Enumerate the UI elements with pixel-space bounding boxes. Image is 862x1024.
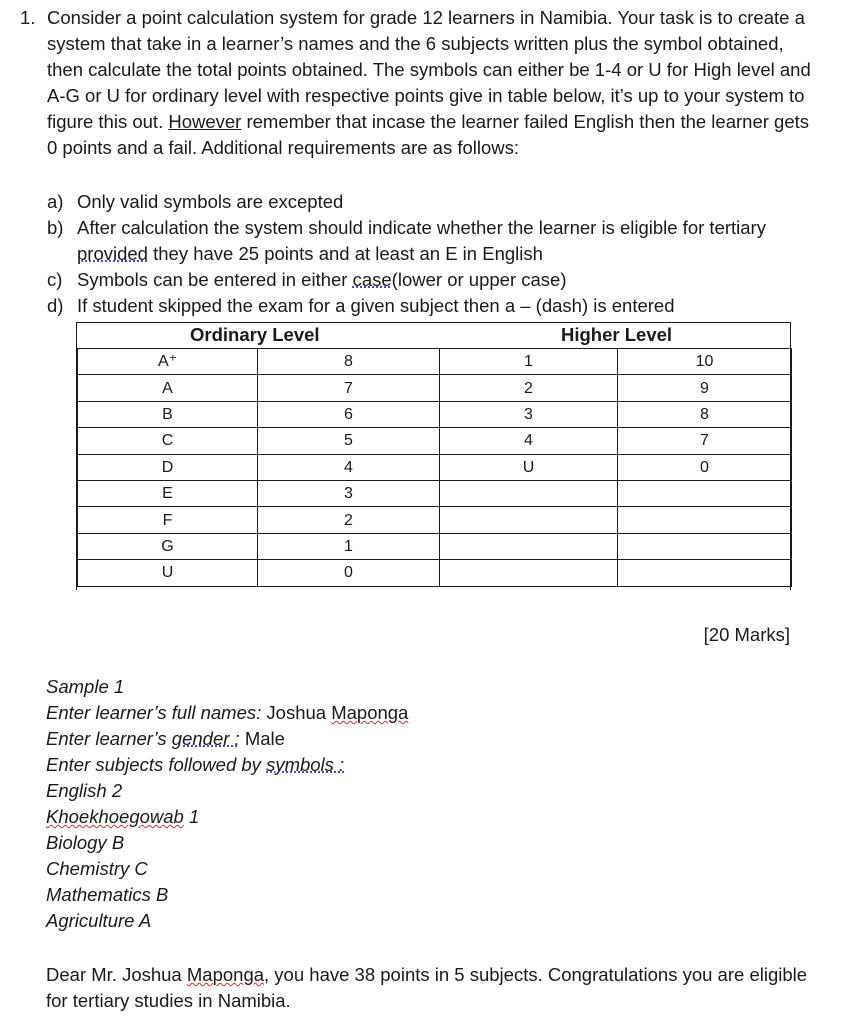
requirement-text [77,267,817,293]
gender-prompt: Enter learner’s [46,728,172,749]
higher-points-cell: 7 [618,428,792,454]
subject-line [46,830,826,856]
ordinary-symbol-cell: E [78,480,258,506]
requirement-text-part: they have 25 points and at least an E in English [147,243,543,264]
subject-name: English [46,780,107,801]
ordinary-points-cell: 2 [258,507,440,533]
ordinary-symbol-cell: A⁺ [78,349,258,375]
higher-points-cell: 9 [618,375,792,401]
marks-label: [20 Marks] [703,624,790,645]
higher-points-cell [618,507,792,533]
ordinary-symbol-cell: C [78,428,258,454]
subjects-prompt-underlined: symbols : [266,754,345,775]
higher-symbol-cell: 4 [440,428,618,454]
subject-line [46,882,826,908]
subjects-prompt: Enter subjects followed by [46,754,267,775]
higher-symbol-cell: 2 [440,375,618,401]
question-number: 1. [20,7,36,28]
subject-name: Khoekhoegowab [46,806,184,827]
result-part-b: , you have 38 points in 5 subjects. Congratulations you are eligible for tertiary studies in Namibia. [46,964,808,1011]
table-row [78,533,792,559]
sample-title: Sample 1 [46,676,125,697]
subject-symbol: 1 [188,806,200,827]
table-row [78,507,792,533]
higher-level-header: Higher Level [561,324,673,345]
table-row [78,428,792,454]
requirement-text: If student skipped the exam for a given subject then a – (dash) is entered [77,295,675,316]
ordinary-symbol-cell: F [78,507,258,533]
result-name: Maponga [186,964,265,985]
points-table [77,348,792,587]
ordinary-symbol-cell: U [78,560,258,586]
subject-symbol: C [134,858,148,879]
table-row [78,560,792,586]
higher-symbol-cell [440,507,618,533]
result-message [46,962,816,1014]
higher-symbol-cell: 1 [440,349,618,375]
ordinary-points-cell: 5 [258,428,440,454]
table-row [78,349,792,375]
requirement-label: b) [47,217,64,238]
result-part-a: Dear Mr. Joshua [46,964,187,985]
subject-name: Chemistry [46,858,130,879]
points-table-body [78,349,792,587]
names-prompt: Enter learner’s full names: [46,702,267,723]
subject-symbol: A [138,910,152,931]
ordinary-symbol-cell: B [78,401,258,427]
names-last: Maponga [331,702,409,723]
higher-symbol-cell: U [440,454,618,480]
higher-points-cell: 0 [618,454,792,480]
sample-subjects-line [46,752,826,778]
table-row [78,480,792,506]
gender-value: Male [239,728,285,749]
subject-name: Mathematics [46,884,151,905]
ordinary-level-header: Ordinary Level [190,324,320,345]
table-row [78,375,792,401]
question-intro [47,5,817,161]
higher-symbol-cell [440,560,618,586]
requirement-label: c) [47,269,63,290]
ordinary-points-cell: 7 [258,375,440,401]
names-first: Joshua [266,702,332,723]
ordinary-points-cell: 6 [258,401,440,427]
ordinary-symbol-cell: A [78,375,258,401]
intro-however: However [168,111,242,132]
subject-symbol: B [111,832,125,853]
ordinary-points-cell: 4 [258,454,440,480]
subject-symbol: B [156,884,169,905]
requirement-text [77,215,817,267]
subject-name: Agriculture [46,910,135,931]
higher-points-cell: 10 [618,349,792,375]
requirement-label: a) [47,191,64,212]
higher-symbol-cell: 3 [440,401,618,427]
subject-line [46,908,826,934]
higher-symbol-cell [440,533,618,559]
subject-name: Biology [46,832,107,853]
ordinary-symbol-cell: G [78,533,258,559]
table-row [78,401,792,427]
subject-line [46,778,826,804]
subject-line [46,804,826,830]
sample-names-line [46,700,826,726]
requirement-text-part: lower or upper case) [397,269,567,290]
higher-points-cell [618,480,792,506]
requirement-underlined-word: case( [352,269,398,290]
requirement-text-part: After calculation the system should indicate whether the learner is eligible for tertiary [77,217,766,238]
ordinary-symbol-cell: D [78,454,258,480]
sample-block [46,674,826,934]
ordinary-points-cell: 3 [258,480,440,506]
requirement-text-part: Symbols can be entered in either [77,269,353,290]
ordinary-points-cell: 0 [258,560,440,586]
requirement-label: d) [47,295,64,316]
gender-prompt-underlined: gender : [171,728,240,749]
subject-symbol: 2 [111,780,123,801]
intro-part-a: Consider a point calculation system for grade 12 learners in Namibia. Your task is to create a system that take in a learner’s names and the 6 subjects written plus the symbol obtained, then calculate the total points obtained. The symbols can either be 1-4 or U for High level and A-G or U for ordinary level with respective points give in table below, it’s up to your system to figure this out. [47,7,811,132]
requirement-text: Only valid symbols are excepted [77,191,344,212]
table-row [78,454,792,480]
intro-part-b: remember that incase the learner failed English then the learner gets 0 points and a fail. Additional requirements are as follows: [47,111,809,158]
requirement-underlined-word: provided [77,243,148,264]
ordinary-points-cell: 1 [258,533,440,559]
ordinary-points-cell: 8 [258,349,440,375]
higher-symbol-cell [440,480,618,506]
higher-points-cell [618,533,792,559]
subjects-list [46,778,826,934]
sample-gender-line [46,726,826,752]
subject-line [46,856,826,882]
higher-points-cell [618,560,792,586]
higher-points-cell: 8 [618,401,792,427]
